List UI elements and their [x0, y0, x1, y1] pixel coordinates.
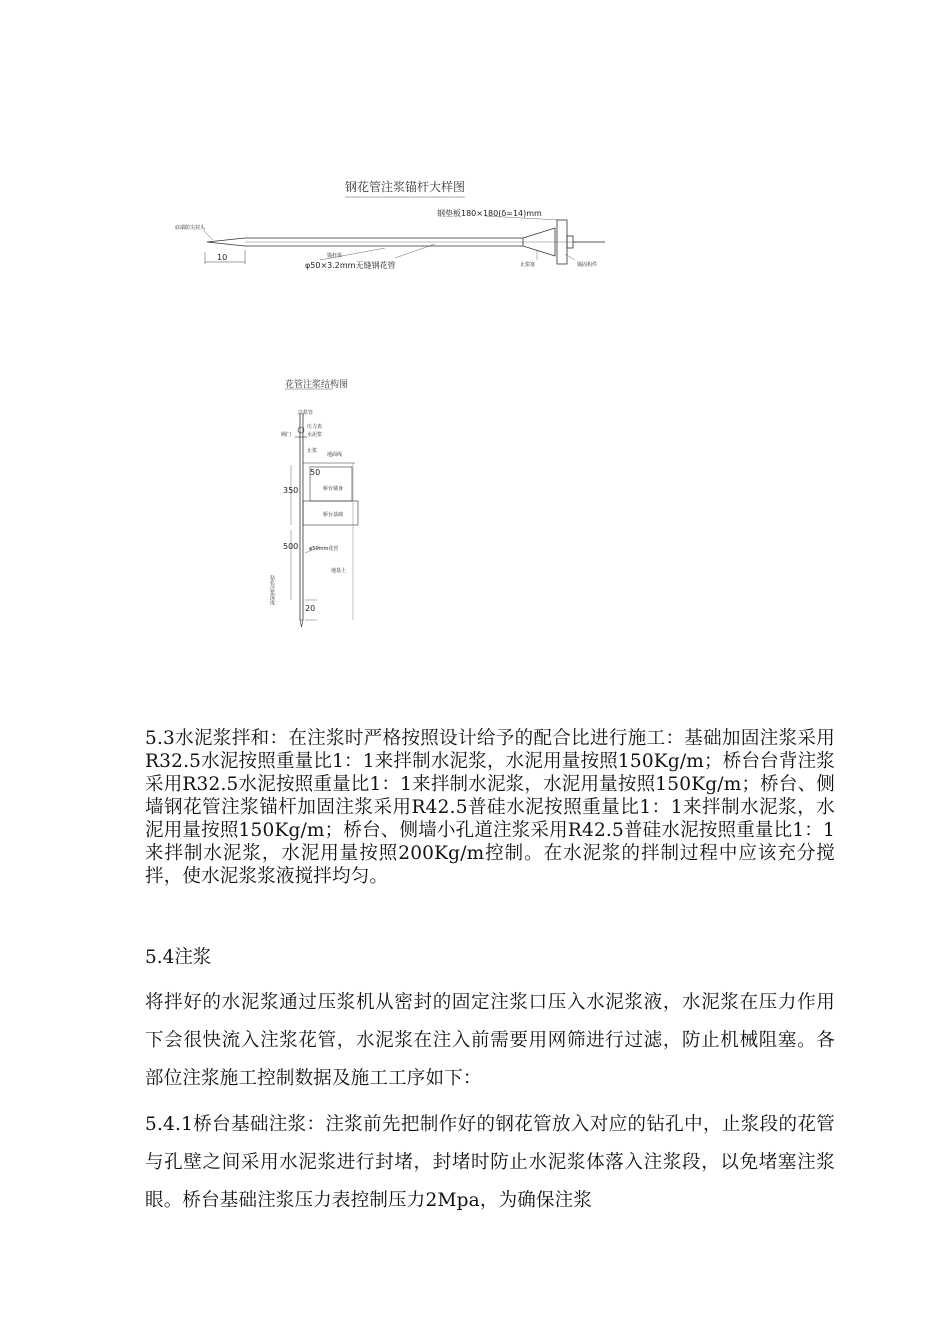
label-cement: 水泥浆: [307, 432, 323, 438]
figure-anchor-detail: [165, 170, 625, 280]
label-fix: 锚固构件: [577, 262, 598, 268]
label-vertical: 钻孔注浆深度: [269, 575, 275, 605]
label-top: 注浆管: [298, 410, 314, 416]
label-soil: 地基土: [331, 568, 347, 574]
paragraph-5-4: 将拌好的水泥浆通过压浆机从密封的固定注浆口压入水泥浆液，水泥浆在压力作用下会很快流入注浆花管，水泥浆在注入前需要用网筛进行过滤，防止机械阻塞。各部位注浆施工控制数据及施工工序如下：: [145, 992, 835, 1089]
label-d350: 350: [283, 486, 299, 495]
label-ground: 地面线: [327, 452, 343, 458]
label-anchor: 锚杆体: [327, 253, 343, 259]
label-pipe: φ50×3.2mm无缝钢花管: [305, 261, 396, 270]
paragraph-5-4-1: 5.4.1桥台基础注浆：注浆前先把制作好的钢花管放入对应的钻孔中，止浆段的花管与孔壁之间采用水泥浆进行封堵，封堵时防止水泥浆体落入注浆段，以免堵塞注浆眼。桥台基础注浆压力表控制压力2Mpa，为确保注浆: [145, 1114, 835, 1211]
label-valve: 阀门: [281, 432, 292, 438]
figure-anchor-title: 钢花管注浆锚杆大样图: [345, 180, 466, 194]
heading-5-4: 5.4注浆: [145, 947, 212, 968]
label-d20: 20: [305, 604, 316, 613]
figure-grouting-structure: [265, 375, 365, 630]
paragraph-5-3: 5.3水泥浆拌和：在注浆时严格按照设计给予的配合比进行施工：基础加固注浆采用R32.5水泥按照重量比1：1来拌制水泥浆，水泥用量按照150Kg/m；桥台台背注浆采用R32.5水泥按照重量比1：1来拌制水泥浆，水泥用量按照150Kg/m；桥台、侧墙钢花管注浆锚杆加固注浆采用R42.5普硅水泥按照重量比1：1来拌制水泥浆，水泥用量按照150Kg/m；桥台、侧墙小孔道注浆采用R42.5普硅水泥按照重量比1：1来拌制水泥浆，水泥用量按照200Kg/m控制。在水泥浆的拌制过程中应该充分搅拌，使水泥浆浆液搅拌均匀。: [145, 728, 835, 887]
label-plate: 钢垫板180×180(δ=14)mm: [437, 209, 542, 218]
label-d50: 50: [310, 468, 321, 477]
figure-grouting-title: 花管注浆结构图: [285, 380, 349, 390]
label-dim-left: 10: [217, 253, 228, 262]
grouting-drawing: [265, 375, 365, 630]
label-wall: 桥台墙身: [323, 486, 344, 492]
label-stop: 止浆塞: [520, 262, 536, 268]
label-left-tip: 底端防尖封头: [175, 225, 206, 231]
label-d500: 500: [283, 542, 299, 551]
label-pressure: 压力表: [307, 424, 323, 430]
label-base: 桥台基础: [323, 512, 344, 518]
label-pipe2: φ50mm花管: [309, 546, 339, 552]
label-seal: 止浆: [307, 448, 318, 454]
